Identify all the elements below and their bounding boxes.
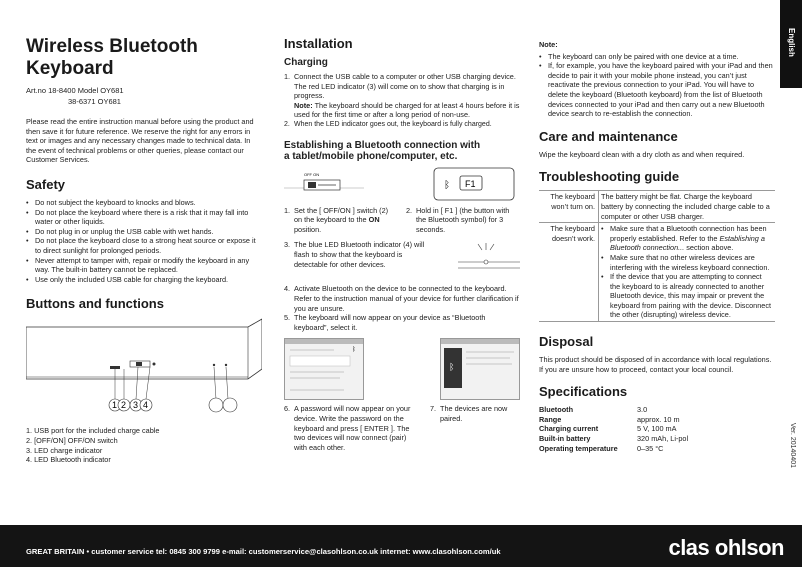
specifications-list: [539, 405, 775, 453]
f1-key-label: F1: [465, 178, 476, 189]
keyboard-diagram: [26, 317, 262, 417]
solution-cell: The battery might be flat. Charge the keyboard battery by connecting the included charge cable to a computer or other USB charger.: [599, 191, 776, 223]
installation-heading: Installation: [284, 36, 353, 51]
buttons-list: [26, 426, 262, 464]
list-item: 1. USB port for the included charge cable: [26, 426, 160, 436]
f1-key-figure: [430, 166, 520, 202]
language-label: English: [787, 28, 796, 57]
troubleshooting-heading: Troubleshooting guide: [539, 169, 680, 185]
spec-row: Bluetooth 3.0: [539, 405, 648, 415]
device-screenshot-1: [284, 338, 364, 400]
switch-label: OFF ON: [304, 171, 320, 177]
list-item: • Do not plug in or unplug the USB cable with wet hands.: [26, 227, 262, 237]
list-item: • Never attempt to tamper with, repair or modify the keyboard in any way. The built-in battery cannot be replaced.: [26, 256, 262, 275]
list-item: 5. The keyboard will now appear on your device as “Bluetooth keyboard”, select it.: [284, 313, 486, 332]
list-item: 2. Hold in [ F1 ] (the button with the Bluetooth symbol) for 3 seconds.: [406, 205, 510, 234]
footer-bar: [0, 525, 802, 567]
list-item: • If, for example, you have the keyboard paired with your iPad and then decide to pair it with your mobile phone instead, you can’t just reactivate the previous connection to your iPad. You will have to delete the keyboard (Bluetooth keyboard) from the list of Bluetooth devices connected to your iPad and then carry out a new Bluetooth device search to re-establish the connection.: [539, 61, 775, 119]
callout-2: 2: [121, 400, 127, 411]
specifications-heading: Specifications: [539, 384, 628, 400]
list-item: 3. The blue LED Bluetooth indicator (4) will flash to show that the keyboard is detectable for other devices.: [284, 240, 425, 269]
list-item: • Do not place the keyboard close to a strong heat source or expose it to direct sunlight for prolonged periods.: [26, 236, 262, 255]
care-heading: Care and maintenance: [539, 128, 678, 144]
column-1: [26, 36, 262, 465]
list-item: 7. The devices are now paired.: [430, 404, 508, 423]
care-text: Wipe the keyboard clean with a dry cloth as and when required.: [539, 149, 745, 159]
table-row: [539, 191, 775, 223]
list-item: 4. LED Bluetooth indicator: [26, 455, 111, 465]
table-row: [539, 223, 775, 322]
disposal-heading: Disposal: [539, 334, 594, 350]
problem-cell: The keyboard won’t turn on.: [539, 191, 599, 223]
screenshot-figures: [284, 338, 520, 400]
list-item: 2. [OFF/ON] OFF/ON switch: [26, 435, 118, 445]
spec-row: Charging current 5 V, 100 mA: [539, 424, 677, 434]
list-item: • Do not place the keyboard where there is a risk that it may fall into water or other liquids.: [26, 208, 262, 227]
list-item: • Do not subject the keyboard to knocks and blows.: [26, 198, 262, 208]
bt-steps-6-7: [284, 404, 520, 452]
charging-steps: [284, 72, 520, 130]
spec-row: Built-in battery 320 mAh, Li-pol: [539, 434, 689, 444]
art-no-line-1: Art.no 18-8400 Model OY681: [26, 86, 124, 95]
troubleshooting-table: [539, 190, 775, 322]
callout-4: 4: [143, 400, 149, 411]
bluetooth-heading: Establishing a Bluetooth connection with a tablet/mobile phone/computer, etc.: [284, 139, 481, 162]
bluetooth-icon: ᛒ: [444, 179, 450, 191]
spec-row: Range approx. 10 m: [539, 414, 680, 424]
list-item: 4. Activate Bluetooth on the device to be connected to the keyboard. Refer to the instruction manual of your device for further clarification if you are unsure.: [284, 284, 519, 313]
led-flash-figure: [458, 240, 520, 278]
footer-contact: GREAT BRITAIN • customer service tel: 0845 300 9799 e-mail: customerservice@clasohlson.co.uk internet: www.clasohlson.com/uk: [26, 547, 501, 556]
callout-3: 3: [133, 400, 139, 411]
note-list: [539, 52, 775, 119]
spec-row: Operating temperature 0–35 °C: [539, 443, 664, 453]
list-item: • Use only the included USB cable for charging the keyboard.: [26, 275, 262, 285]
bt-figures-row: [284, 166, 520, 202]
note-heading: Note:: [539, 40, 558, 49]
safety-heading: Safety: [26, 176, 66, 192]
switch-figure: [284, 166, 364, 202]
callout-1: 1: [112, 400, 118, 411]
bt-steps-4-5: [284, 284, 520, 332]
list-item: 1. Set the [ OFF/ON ] switch (2) on the keyboard to the ON position.: [284, 205, 389, 234]
art-no-line-2: 38-6371 OY681: [68, 97, 121, 106]
solution-cell: • Make sure that a Bluetooth connection has been properly established. Refer to the Establishing a Bluetooth connection... section above. • Make sure that no other wireless devices are interfering with the wireless keyboard connection. • If the device that you are attempting to connect the keyboard to is already connected to another Bluetooth device, this may impair or prevent the keyboard from pairing with the device. Disconnect the other (disrupting) wireless device.: [599, 223, 776, 322]
bluetooth-icon: ᛒ: [449, 363, 455, 374]
bluetooth-icon: ᛒ: [352, 346, 356, 354]
problem-cell: The keyboard doesn’t work.: [539, 223, 599, 322]
bt-step-3-row: [284, 240, 520, 278]
intro-text: Please read the entire instruction manual before using the product and then save it for future reference. We reserve the right for any errors in text or images and any necessary changes made to technical data. In the event of technical problems or other queries, please contact our Customer Services.: [26, 117, 254, 165]
list-item: 3. LED charge indicator: [26, 445, 103, 455]
column-2: [284, 36, 520, 452]
page-title: Wireless Bluetooth Keyboard: [26, 36, 198, 79]
charging-heading: Charging: [284, 57, 328, 68]
list-item: 2. When the LED indicator goes out, the keyboard is fully charged.: [284, 120, 492, 128]
column-3: [539, 40, 775, 453]
brand-logo: clas ohlson: [668, 535, 784, 560]
buttons-heading: Buttons and functions: [26, 296, 164, 312]
version-label: Ver. 20140401: [789, 422, 796, 468]
device-screenshot-2: [440, 338, 520, 400]
bt-steps-row-1: [284, 206, 520, 235]
language-tab: [780, 0, 802, 88]
safety-list: [26, 198, 262, 284]
list-item: 1. Connect the USB cable to a computer or other USB charging device. The red LED indicator (3) will come on to show that charging is in progress. Note: The keyboard should be charged for at least 4 hours before it is used for the first time or after a long period of non-use.: [284, 72, 520, 120]
disposal-text: This product should be disposed of in accordance with local regulations. If you are unsure how to proceed, contact your local council.: [539, 355, 772, 374]
list-item: 6. A password will now appear on your device. Write the password on the keyboard and press [ ENTER ]. The two devices will now connect (pair) with each other.: [284, 404, 411, 452]
list-item: • The keyboard can only be paired with one device at a time.: [539, 52, 775, 62]
